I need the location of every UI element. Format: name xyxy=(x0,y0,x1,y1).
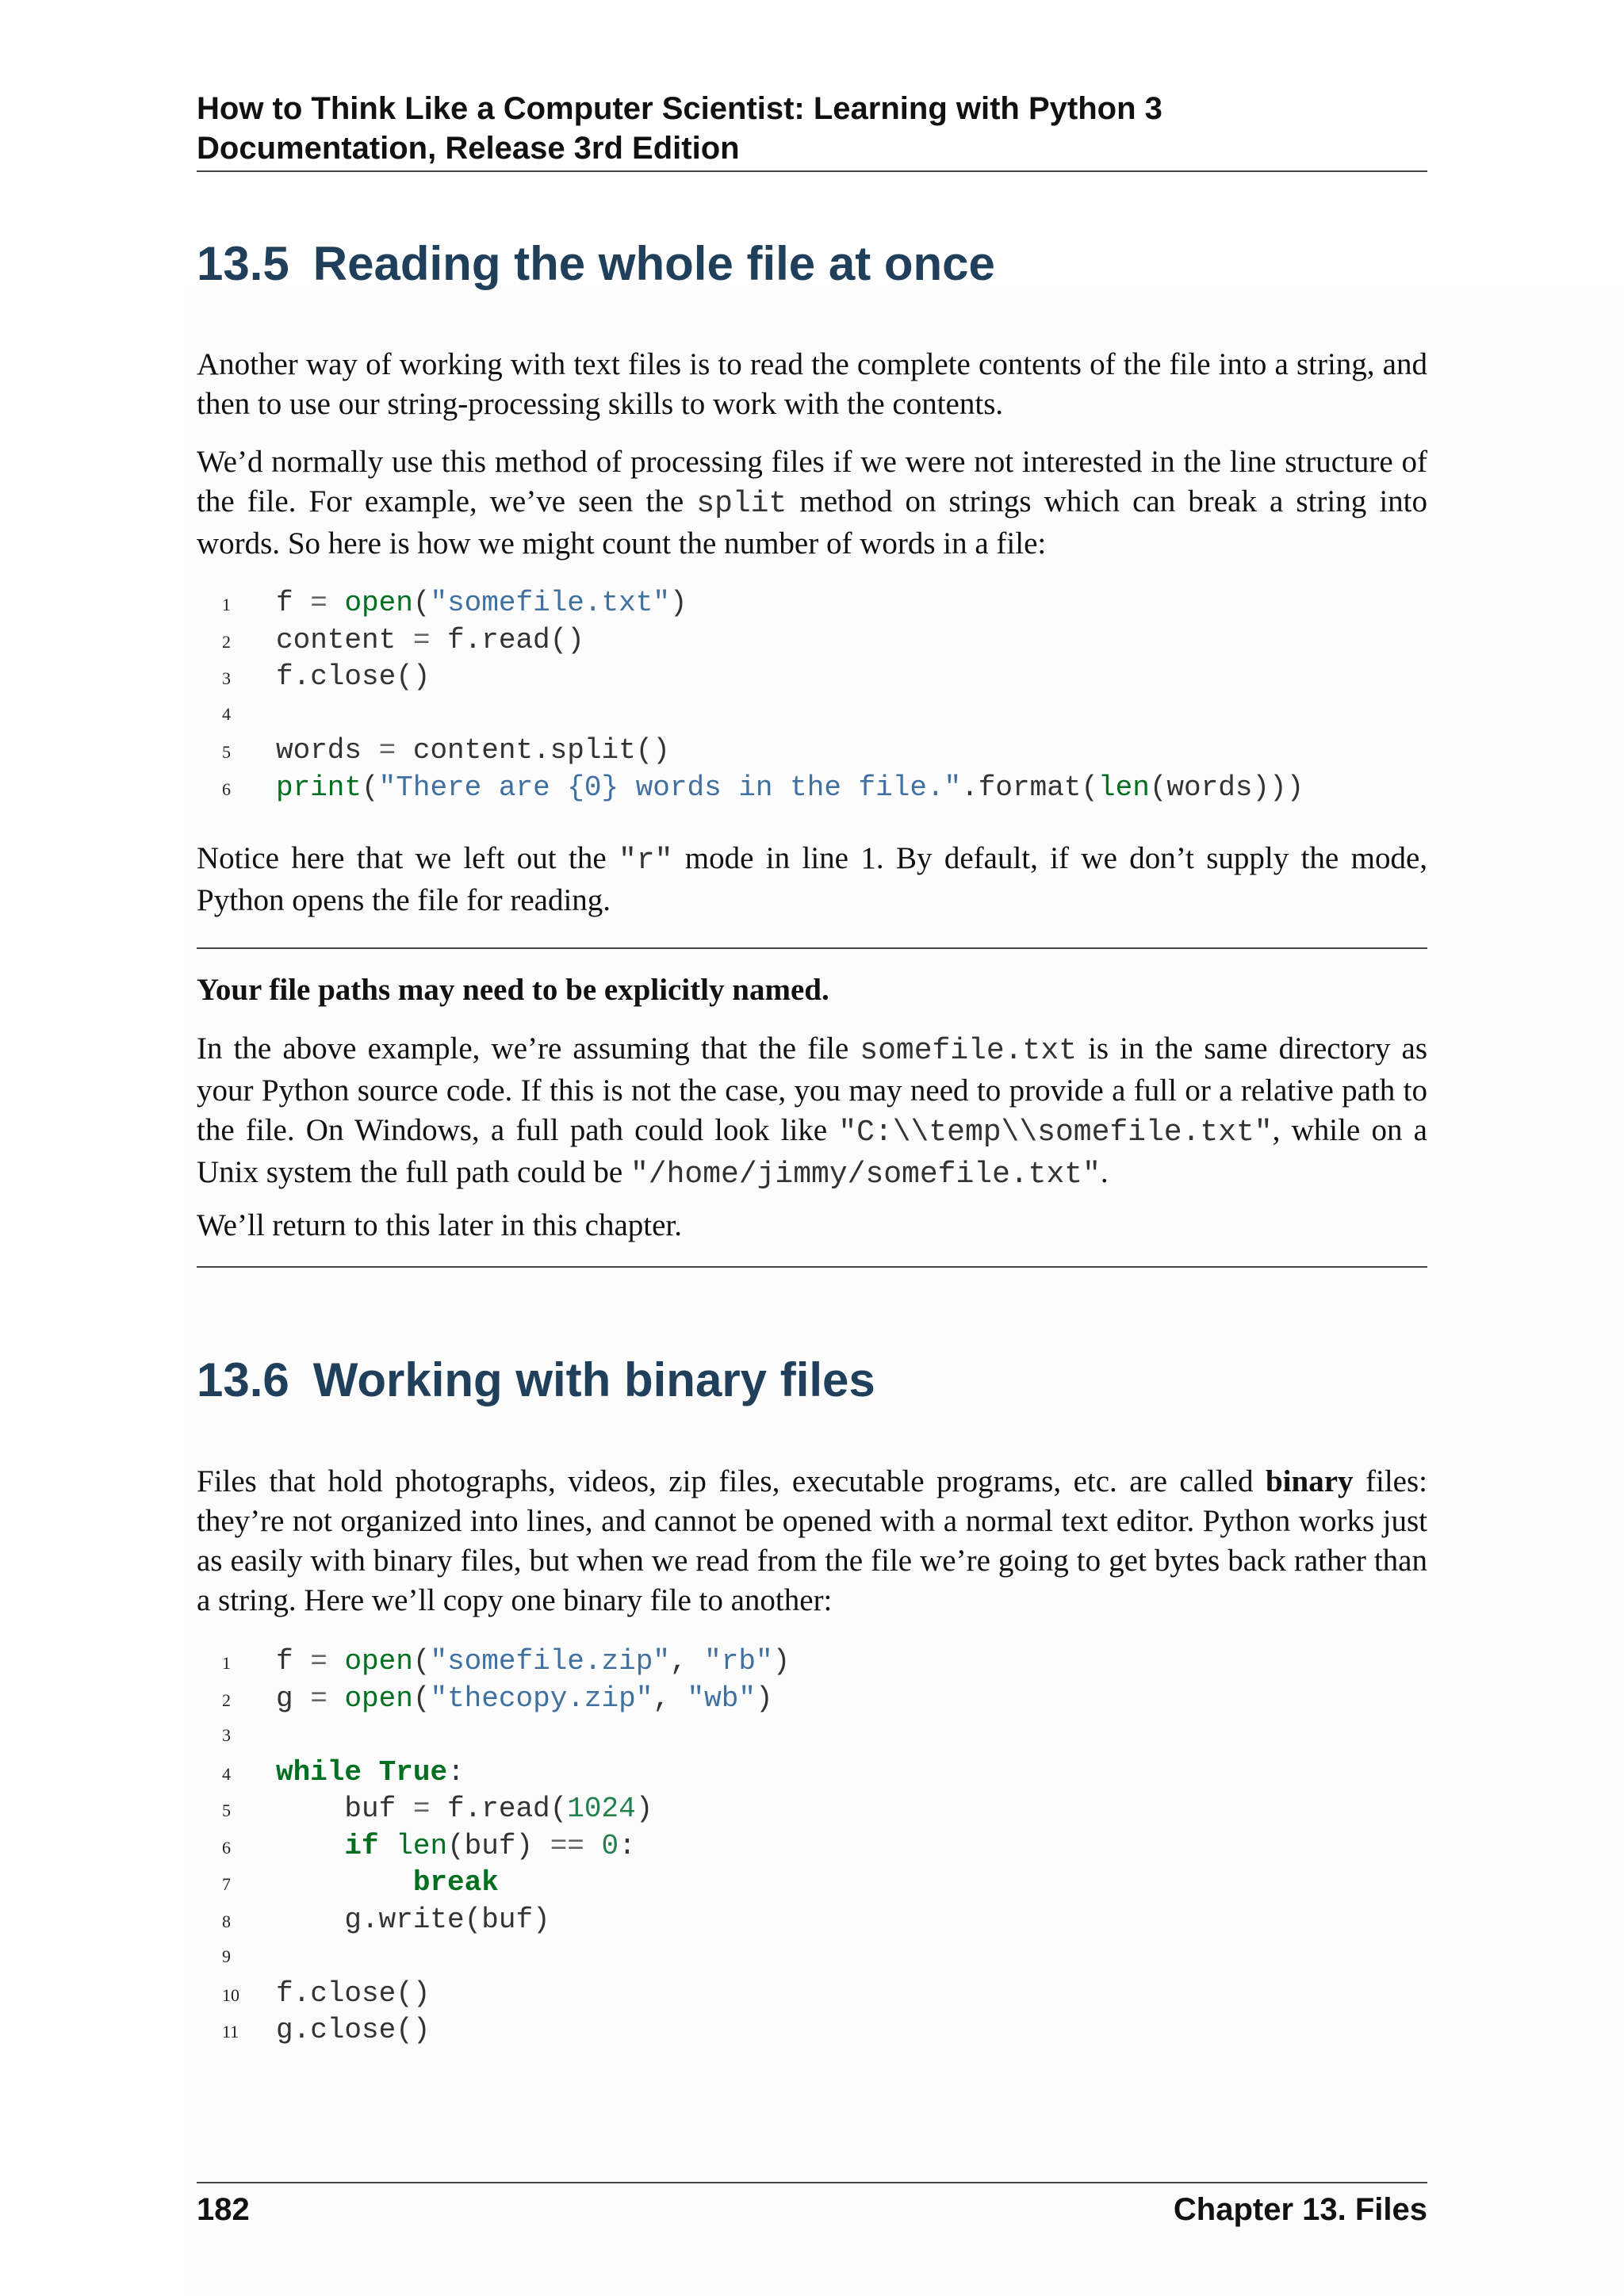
line-number: 11 xyxy=(222,2022,239,2042)
section-number: 13.6 xyxy=(197,1353,289,1406)
text-run: , while on a Unix system the full path could be xyxy=(197,1113,1427,1189)
line-number: 2 xyxy=(222,1689,231,1710)
code-line xyxy=(222,1902,1427,1939)
code-text: f.close() xyxy=(276,1976,431,2010)
paragraph-intro: Another way of working with text files is to read the complete contents of the file into a string, and then to use our string-processing skills to work with the contents. xyxy=(197,347,1427,421)
code-line xyxy=(222,622,1427,660)
inline-code-filename: somefile.txt xyxy=(860,1034,1077,1068)
line-number: 9 xyxy=(222,1946,231,1966)
running-header xyxy=(197,89,1427,168)
code-text: f.close() xyxy=(276,660,431,693)
inline-code-split: split xyxy=(696,487,787,521)
code-text: g.write(buf) xyxy=(276,1903,550,1936)
code-text: words = content.split() xyxy=(276,734,670,767)
code-line xyxy=(222,2012,1427,2049)
paragraph-binary-intro xyxy=(197,1462,1427,1621)
footer-rule xyxy=(197,2182,1427,2183)
code-text: f = open("somefile.zip", "rb") xyxy=(276,1645,791,1678)
header-line-1: How to Think Like a Computer Scientist: Learning with Python 3 xyxy=(197,91,1162,126)
code-line xyxy=(222,659,1427,696)
code-text: f = open("somefile.txt") xyxy=(276,587,688,619)
code-text: buf = f.read(1024) xyxy=(276,1793,653,1825)
text-run: Files that hold photographs, videos, zip files, executable programs, etc. are called xyxy=(197,1464,1266,1498)
line-number: 10 xyxy=(222,1984,239,2005)
code-text: break xyxy=(412,1866,499,1899)
code-line xyxy=(222,1791,1427,1828)
code-line xyxy=(222,1938,1427,1976)
running-footer xyxy=(197,2190,1427,2229)
text-run: Notice here that we left out the xyxy=(197,841,619,875)
code-line xyxy=(222,1828,1427,1866)
line-number: 6 xyxy=(222,1837,231,1858)
code-text: content = f.read() xyxy=(276,623,584,656)
code-line xyxy=(222,1976,1427,2013)
code-text: print("There are {0} words in the file.".format(len(words))) xyxy=(276,771,1304,804)
section-heading-13-5 xyxy=(197,236,995,292)
note-paragraph-return: We’ll return to this later in this chapter. xyxy=(197,1208,683,1242)
line-number: 3 xyxy=(222,1725,231,1745)
page-number: 182 xyxy=(197,2192,250,2227)
code-line xyxy=(222,1681,1427,1718)
header-line-2: Documentation, Release 3rd Edition xyxy=(197,131,740,166)
code-line xyxy=(222,585,1427,622)
bold-term-binary: binary xyxy=(1265,1464,1354,1498)
chapter-label: Chapter 13. Files xyxy=(1173,2192,1427,2227)
text-run: method on strings which can break a string into words. So here is how we might count the number of words in a file: xyxy=(197,484,1427,561)
text-run: mode in line 1. By default, if we don’t supply the mode, Python opens the file for reading. xyxy=(197,841,1428,917)
code-line xyxy=(222,1644,1427,1681)
line-number: 8 xyxy=(222,1911,231,1931)
code-line xyxy=(222,1717,1427,1755)
inline-code-unix-path: "/home/jimmy/somefile.txt" xyxy=(630,1158,1101,1192)
section-heading-13-6 xyxy=(197,1353,875,1408)
inline-code-windows-path: "C:\\temp\\somefile.txt" xyxy=(838,1115,1273,1150)
code-block-word-count xyxy=(222,585,1427,806)
code-block-binary-copy xyxy=(222,1644,1427,2049)
note-bottom-rule xyxy=(197,1266,1427,1268)
inline-code-r: "r" xyxy=(619,844,673,878)
line-number: 2 xyxy=(222,631,231,652)
code-text: while True: xyxy=(276,1755,465,1789)
text-run: files: they’re not organized into lines, and cannot be opened with a normal text editor. Python works just as easily with binary files, but when we read from the file we’re going to get bytes back rather than a string. Here we’ll copy one binary file to another: xyxy=(197,1464,1427,1617)
header-rule xyxy=(197,170,1427,172)
line-number: 1 xyxy=(222,595,231,614)
line-number: 5 xyxy=(222,1800,231,1820)
line-number: 3 xyxy=(222,668,231,688)
code-line xyxy=(222,770,1427,807)
line-number: 1 xyxy=(222,1653,231,1673)
line-number: 4 xyxy=(222,703,231,724)
code-line xyxy=(222,1755,1427,1792)
code-text: if len(buf) == 0: xyxy=(344,1829,636,1862)
line-number: 6 xyxy=(222,779,231,799)
note-title: Your file paths may need to be explicitly named. xyxy=(197,973,829,1007)
text-run: We’d normally use this method of processing files if we were not interested in the line structure of the file. For example, we’ve seen the xyxy=(197,445,1427,519)
note-paragraph-paths xyxy=(197,1029,1427,1195)
code-line xyxy=(222,696,1427,733)
line-number: 5 xyxy=(222,742,231,762)
text-run: In the above example, we’re assuming that the file xyxy=(197,1031,860,1066)
paragraph-mode-note xyxy=(197,839,1427,920)
paragraph-split xyxy=(197,442,1427,564)
line-number: 4 xyxy=(222,1763,231,1784)
line-number: 7 xyxy=(222,1874,231,1894)
text-run: is in the same directory as your Python source code. If this is not the case, you may need to provide a full or a relative path to the file. On Windows, a full path could look like xyxy=(197,1031,1427,1147)
section-title: Working with binary files xyxy=(312,1353,875,1406)
code-line xyxy=(222,733,1427,770)
note-top-rule xyxy=(197,947,1427,949)
text-run: . xyxy=(1100,1155,1109,1189)
section-title: Reading the whole file at once xyxy=(312,237,995,290)
code-text: g = open("thecopy.zip", "wb") xyxy=(276,1682,773,1715)
code-text: g.close() xyxy=(276,2014,431,2046)
section-number: 13.5 xyxy=(197,237,289,290)
code-line xyxy=(222,1865,1427,1902)
